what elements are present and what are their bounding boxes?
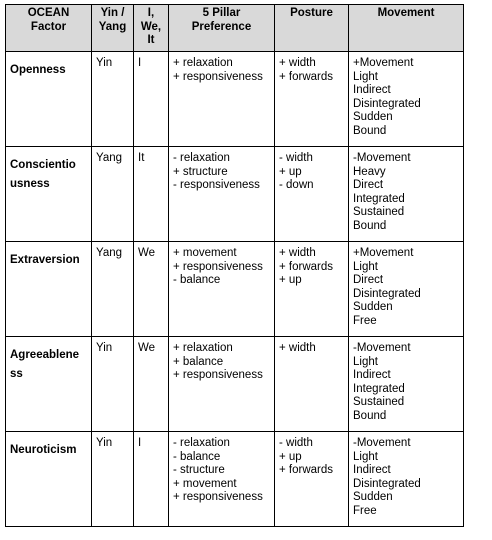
yin-yang-value: Yin xyxy=(96,437,113,449)
table-body xyxy=(6,52,464,527)
i-we-it-value: It xyxy=(138,152,145,164)
movement-cell xyxy=(349,432,464,527)
yin-yang-value: Yang xyxy=(96,152,123,164)
posture-item: - down xyxy=(279,179,314,192)
movement-item: Disintegrated xyxy=(353,287,421,300)
pillar-item: + responsiveness xyxy=(173,260,263,273)
i-we-it-cell xyxy=(134,337,169,432)
pillar-item: + movement xyxy=(173,247,237,259)
table-row xyxy=(6,52,464,147)
movement-item: Light xyxy=(353,260,378,273)
posture-item: + forwards xyxy=(279,70,334,83)
yin-yang-cell xyxy=(92,242,134,337)
header-text: I, xyxy=(147,7,155,19)
yin-yang-value: Yin xyxy=(96,342,113,354)
ocean-factor-table xyxy=(5,4,464,527)
header-text: Factor xyxy=(30,20,67,33)
pillar-item: + structure xyxy=(173,165,228,178)
pillar-item: - relaxation xyxy=(173,152,230,164)
i-we-it-cell xyxy=(134,147,169,242)
movement-item: -Movement xyxy=(353,437,411,449)
header-i-we-it xyxy=(134,5,169,52)
movement-item: -Movement xyxy=(353,152,411,164)
factor-name: usness xyxy=(10,178,50,190)
i-we-it-cell xyxy=(134,432,169,527)
movement-item: Integrated xyxy=(353,382,405,395)
movement-item: Sustained xyxy=(353,396,405,409)
table-row xyxy=(6,147,464,242)
factor-name: Agreeablene xyxy=(10,349,80,361)
movement-item: Bound xyxy=(353,219,387,232)
pillar-cell xyxy=(169,337,275,432)
posture-item: + width xyxy=(279,57,316,69)
i-we-it-cell xyxy=(134,52,169,147)
posture-cell xyxy=(275,337,349,432)
pillar-item: + movement xyxy=(173,477,237,490)
header-movement xyxy=(349,5,464,52)
factor-name: Openness xyxy=(10,64,66,76)
pillar-cell xyxy=(169,432,275,527)
posture-cell xyxy=(275,432,349,527)
pillar-cell xyxy=(169,242,275,337)
pillar-item: - structure xyxy=(173,464,225,477)
i-we-it-value: We xyxy=(138,342,156,354)
posture-cell xyxy=(275,147,349,242)
factor-name: Neuroticism xyxy=(10,444,77,456)
i-we-it-value: I xyxy=(138,437,142,449)
movement-cell xyxy=(349,242,464,337)
posture-cell xyxy=(275,52,349,147)
movement-cell xyxy=(349,337,464,432)
movement-cell xyxy=(349,52,464,147)
pillar-item: + responsiveness xyxy=(173,491,263,504)
pillar-item: + responsiveness xyxy=(173,369,263,382)
factor-cell xyxy=(6,52,92,147)
movement-item: +Movement xyxy=(353,57,414,69)
yin-yang-value: Yang xyxy=(96,247,123,259)
header-text: Posture xyxy=(290,7,333,19)
pillar-item: + responsiveness xyxy=(173,70,263,83)
pillar-item: + relaxation xyxy=(173,57,233,69)
header-text: OCEAN xyxy=(27,7,70,19)
header-5-pillar-preference xyxy=(169,5,275,52)
posture-item: + forwards xyxy=(279,260,334,273)
header-text: Preference xyxy=(191,20,252,33)
i-we-it-value: I xyxy=(138,57,142,69)
yin-yang-value: Yin xyxy=(96,57,113,69)
pillar-cell xyxy=(169,52,275,147)
posture-item: + width xyxy=(279,342,316,354)
pillar-item: + relaxation xyxy=(173,342,233,354)
movement-item: Direct xyxy=(353,179,384,192)
movement-item: Bound xyxy=(353,124,387,137)
posture-item: + up xyxy=(279,165,302,178)
header-text: Movement xyxy=(377,7,435,19)
movement-item: Bound xyxy=(353,409,387,422)
movement-item: Sudden xyxy=(353,301,393,314)
factor-name: Conscientio xyxy=(10,159,76,171)
yin-yang-cell xyxy=(92,337,134,432)
factor-cell xyxy=(6,242,92,337)
pillar-item: - balance xyxy=(173,274,221,287)
header-yin-yang xyxy=(92,5,134,52)
posture-item: + width xyxy=(279,247,316,259)
factor-cell xyxy=(6,147,92,242)
posture-item: - width xyxy=(279,152,313,164)
movement-cell xyxy=(349,147,464,242)
posture-item: + up xyxy=(279,450,302,463)
movement-item: Disintegrated xyxy=(353,477,421,490)
header-text: We, xyxy=(140,20,162,33)
movement-item: -Movement xyxy=(353,342,411,354)
header-text: It xyxy=(147,34,155,47)
header-row xyxy=(6,5,464,52)
header-text: 5 Pillar xyxy=(202,7,241,19)
movement-item: Disintegrated xyxy=(353,97,421,110)
yin-yang-cell xyxy=(92,432,134,527)
movement-item: Heavy xyxy=(353,165,386,178)
pillar-item: + balance xyxy=(173,355,224,368)
movement-item: Indirect xyxy=(353,369,391,382)
i-we-it-value: We xyxy=(138,247,156,259)
movement-item: Indirect xyxy=(353,464,391,477)
factor-name: ss xyxy=(10,368,23,380)
i-we-it-cell xyxy=(134,242,169,337)
posture-item: - width xyxy=(279,437,313,449)
movement-item: Integrated xyxy=(353,192,405,205)
yin-yang-cell xyxy=(92,147,134,242)
table-row xyxy=(6,432,464,527)
posture-item: + forwards xyxy=(279,464,334,477)
pillar-cell xyxy=(169,147,275,242)
factor-name: Extraversion xyxy=(10,254,80,266)
movement-item: Indirect xyxy=(353,84,391,97)
movement-item: Light xyxy=(353,450,378,463)
movement-item: Light xyxy=(353,355,378,368)
pillar-item: - relaxation xyxy=(173,437,230,449)
movement-item: Direct xyxy=(353,274,384,287)
header-posture xyxy=(275,5,349,52)
posture-cell xyxy=(275,242,349,337)
header-ocean-factor xyxy=(6,5,92,52)
factor-cell xyxy=(6,432,92,527)
pillar-item: - balance xyxy=(173,450,221,463)
pillar-item: - responsiveness xyxy=(173,179,260,192)
movement-item: +Movement xyxy=(353,247,414,259)
table-row xyxy=(6,337,464,432)
movement-item: Free xyxy=(353,504,377,517)
movement-item: Sustained xyxy=(353,206,405,219)
movement-item: Sudden xyxy=(353,111,393,124)
movement-item: Sudden xyxy=(353,491,393,504)
movement-item: Light xyxy=(353,70,378,83)
factor-cell xyxy=(6,337,92,432)
posture-item: + up xyxy=(279,274,302,287)
table-row xyxy=(6,242,464,337)
header-text: Yang xyxy=(98,20,127,33)
yin-yang-cell xyxy=(92,52,134,147)
movement-item: Free xyxy=(353,314,377,327)
header-text: Yin / xyxy=(100,7,125,19)
